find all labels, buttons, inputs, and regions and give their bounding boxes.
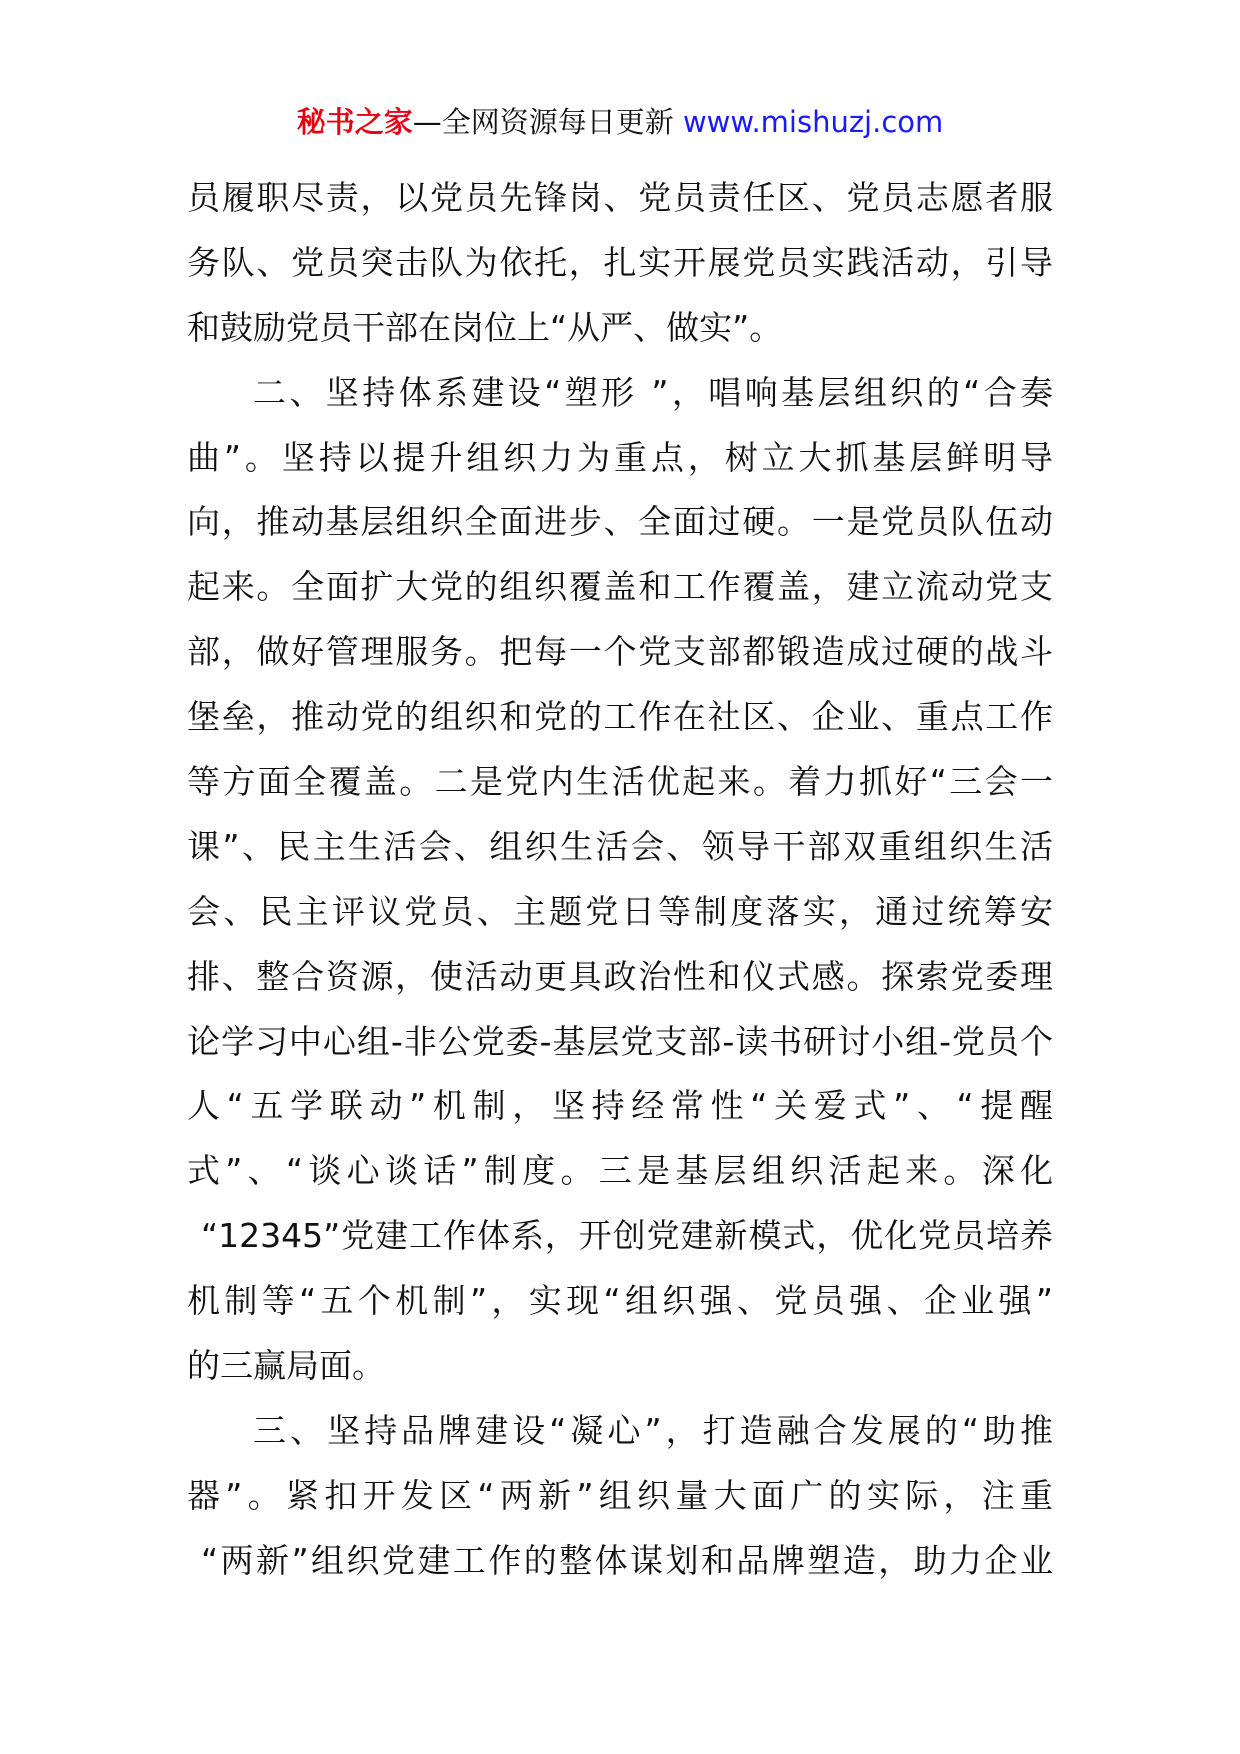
text-line: 等方面全覆盖。二是党内生活优起来。着力抓好“三会一 (187, 762, 1053, 802)
site-brand: 秘书之家 (296, 105, 413, 139)
text-line: 会、民主评议党员、主题党日等制度落实，通过统筹安 (187, 891, 1053, 931)
text-line: 部，做好管理服务。把每一个党支部都锻造成过硬的战斗 (187, 632, 1053, 672)
text-line: 式”、“谈心谈话”制度。三是基层组织活起来。深化 (187, 1151, 1053, 1191)
text-line: 排、整合资源，使活动更具政治性和仪式感。探索党委理 (187, 956, 1053, 996)
text-line: 器”。紧扣开发区“两新”组织量大面广的实际，注重 (187, 1475, 1053, 1515)
site-tagline: —全网资源每日更新 (412, 105, 683, 139)
text-line: 人“五学联动”机制，坚持经常性“关爱式”、“提醒 (187, 1086, 1053, 1126)
site-url-link[interactable]: www.mishuzj.com (682, 105, 944, 139)
text-line: 堡垒，推动党的组织和党的工作在社区、企业、重点工作 (187, 697, 1053, 737)
text-line: 向，推动基层组织全面进步、全面过硬。一是党员队伍动 (187, 502, 1053, 542)
text-line: “两新”组织党建工作的整体谋划和品牌塑造，助力企业 (201, 1540, 1053, 1580)
text-line: “12345”党建工作体系，开创党建新模式，优化党员培养 (201, 1216, 1053, 1256)
text-line: 和鼓励党员干部在岗位上“从严、做实”。 (187, 307, 783, 347)
text-line: 员履职尽责，以党员先锋岗、党员责任区、党员志愿者服 (187, 178, 1053, 217)
text-line: 论学习中心组-非公党委-基层党支部-读书研讨小组-党员个 (187, 1021, 1053, 1061)
paragraph-heading-line: 三、坚持品牌建设“凝心”，打造融合发展的“助推 (253, 1410, 1053, 1450)
document-body (187, 166, 1053, 1594)
text-line: 机制等“五个机制”，实现“组织强、党员强、企业强” (187, 1281, 1053, 1321)
paragraph-heading-line: 二、坚持体系建设“塑形 ”，唱响基层组织的“合奏 (253, 372, 1053, 412)
text-line: 曲”。坚持以提升组织力为重点，树立大抓基层鲜明导 (187, 437, 1053, 477)
text-line: 起来。全面扩大党的组织覆盖和工作覆盖，建立流动党支 (187, 567, 1053, 607)
text-line: 课”、民主生活会、组织生活会、领导干部双重组织生活 (187, 826, 1053, 866)
text-line: 务队、党员突击队为依托，扎实开展党员实践活动，引导 (187, 242, 1053, 282)
site-header (0, 102, 1240, 142)
text-line: 的三赢局面。 (187, 1346, 385, 1386)
